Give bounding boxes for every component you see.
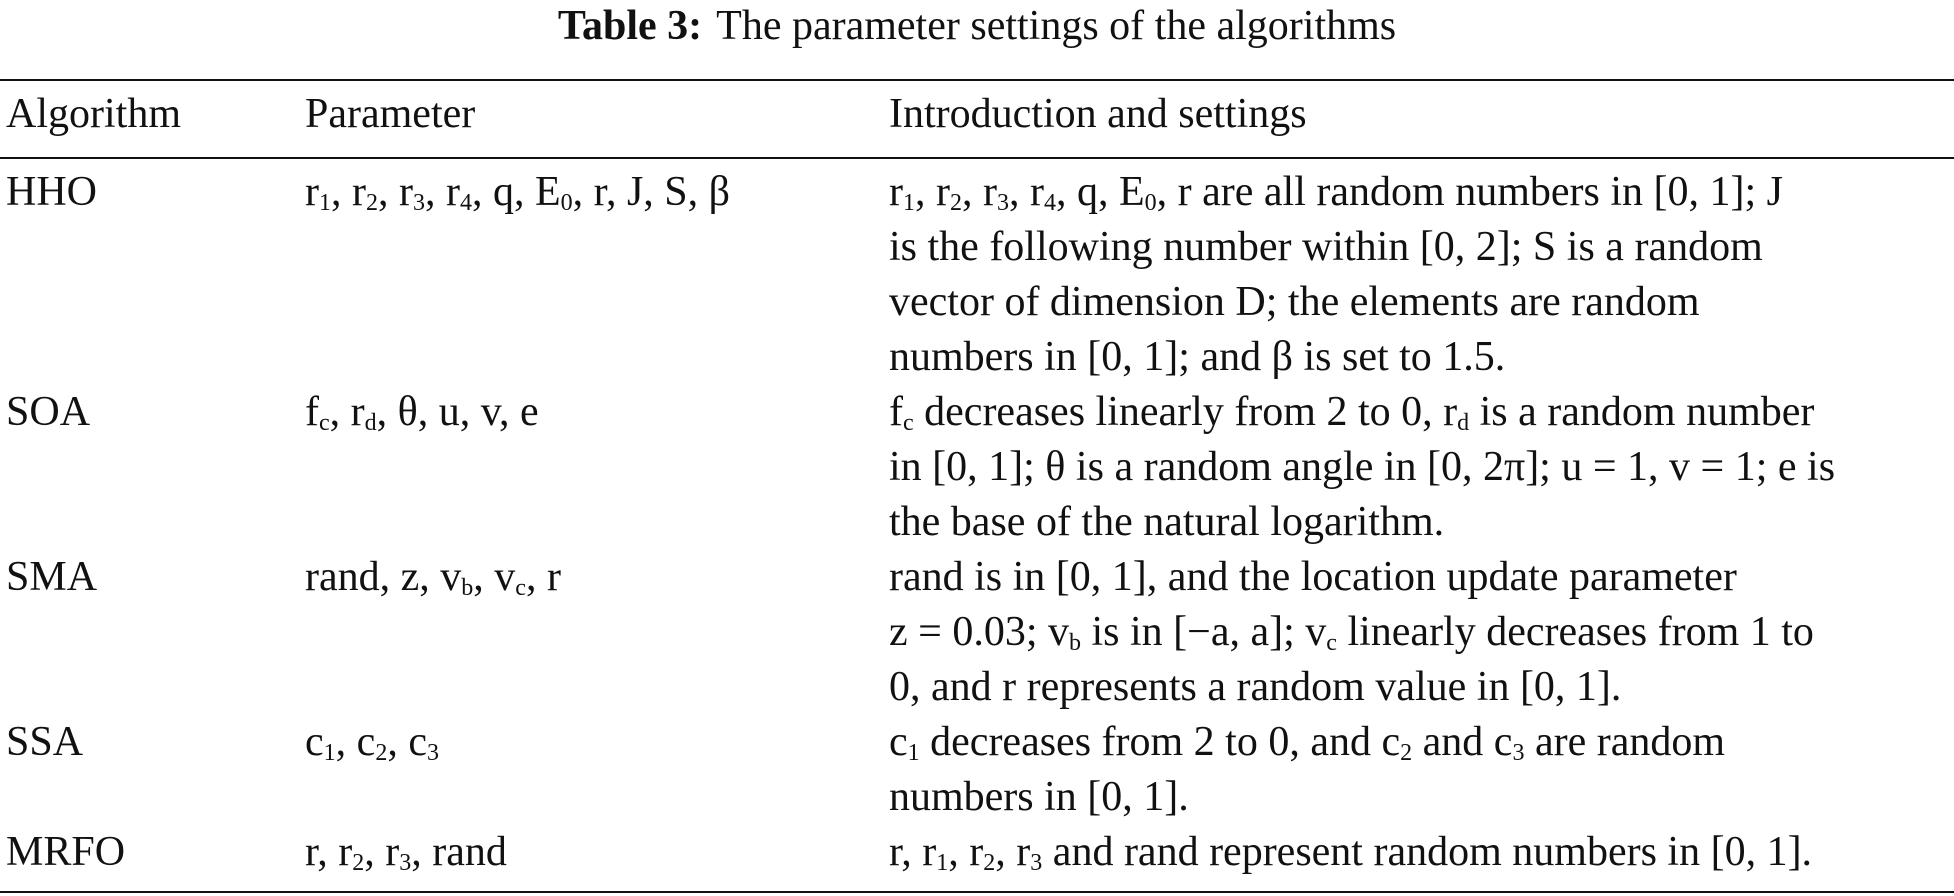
row-parameter: r, $r_2$, $r_3$, rand: [305, 829, 507, 876]
row-parameter: $f_c$, $r_d$, θ, u, v, e: [305, 389, 539, 436]
header-parameter: Parameter: [305, 91, 476, 137]
description-line: is the following number within [0, 2]; S is a random: [889, 224, 1763, 270]
row-algorithm: SMA: [6, 554, 98, 600]
description-line: rand is in [0, 1], and the location update parameter: [889, 554, 1737, 600]
table-top-rule: [0, 79, 1954, 81]
row-algorithm: SSA: [6, 719, 84, 765]
description-line: in [0, 1]; θ is a random angle in [0, 2π]; u = 1, v = 1; e is: [889, 444, 1836, 490]
row-description: [889, 385, 1835, 550]
header-algorithm: Algorithm: [6, 91, 181, 137]
row-description: [889, 825, 1812, 880]
description-line: z = 0.03; $v_b$ is in [−a, a]; $v_c$ linearly decreases from 1 to: [889, 609, 1814, 656]
row-algorithm: HHO: [6, 169, 97, 215]
description-line: 0, and r represents a random value in [0, 1].: [889, 664, 1622, 710]
row-parameter: rand, z, $v_b$, $v_c$, r: [305, 554, 561, 601]
row-description: [889, 550, 1814, 715]
row-algorithm: MRFO: [6, 829, 126, 875]
row-description: [889, 715, 1725, 825]
header-introduction: Introduction and settings: [889, 91, 1307, 137]
table-caption: [0, 2, 1954, 50]
description-line: vector of dimension D; the elements are random: [889, 279, 1700, 325]
row-description: [889, 165, 1783, 385]
table-header-rule: [0, 157, 1954, 159]
table-caption-label: Table 3:: [557, 3, 703, 49]
table-caption-text: The parameter settings of the algorithms: [716, 3, 1397, 49]
row-algorithm: SOA: [6, 389, 91, 435]
description-line: r, $r_1$, $r_2$, $r_3$ and rand represent random numbers in [0, 1].: [889, 829, 1813, 876]
description-line: $f_c$ decreases linearly from 2 to 0, $r_d$ is a random number: [889, 389, 1815, 436]
description-line: the base of the natural logarithm.: [889, 499, 1445, 545]
table-bottom-rule: [0, 891, 1954, 893]
row-parameter: $c_1$, $c_2$, $c_3$: [305, 719, 439, 766]
description-line: numbers in [0, 1]; and β is set to 1.5.: [889, 334, 1506, 380]
row-parameter: $r_1$, $r_2$, $r_3$, $r_4$, q, $E_0$, r, J, S, β: [305, 169, 731, 216]
description-line: $r_1$, $r_2$, $r_3$, $r_4$, q, $E_0$, r are all random numbers in [0, 1]; J: [889, 169, 1783, 216]
description-line: $c_1$ decreases from 2 to 0, and $c_2$ and $c_3$ are random: [889, 719, 1726, 766]
description-line: numbers in [0, 1].: [889, 774, 1189, 820]
